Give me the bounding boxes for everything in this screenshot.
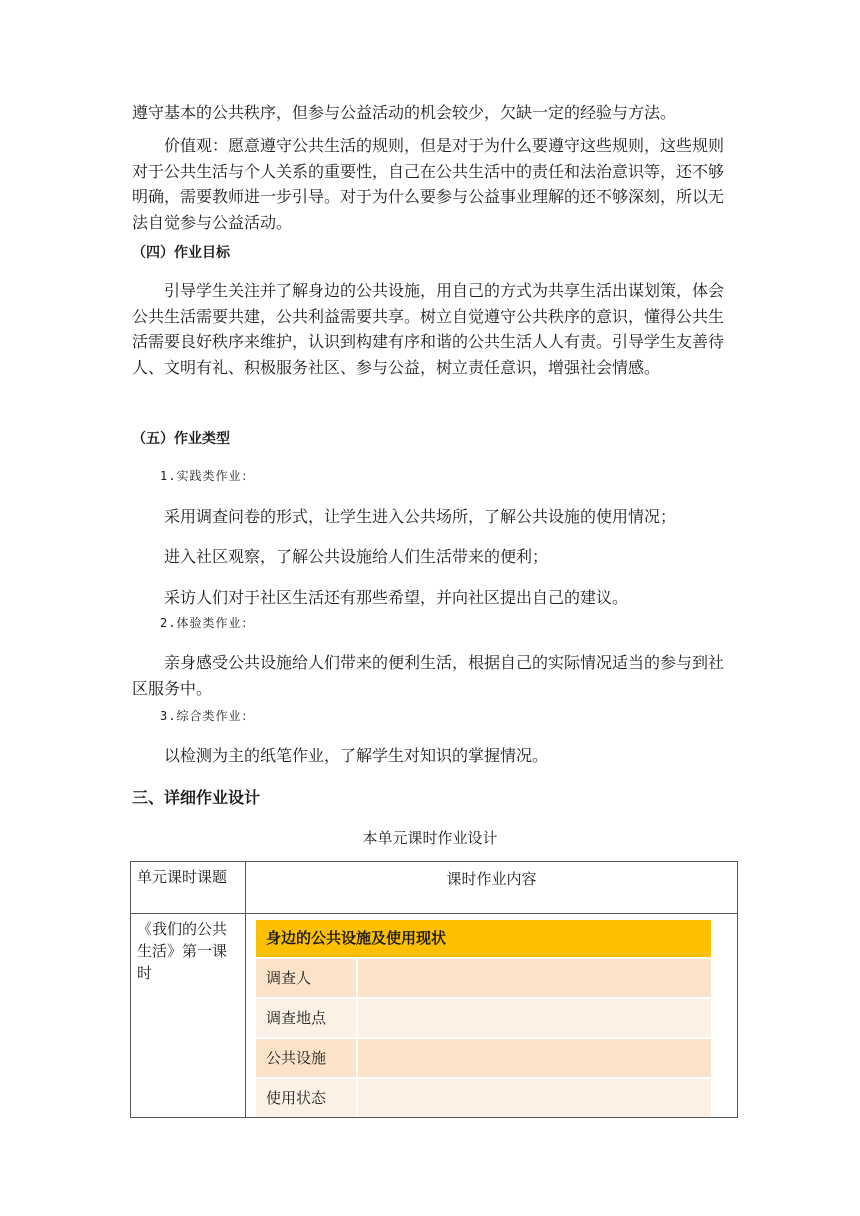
survey-field-value[interactable] (356, 1039, 711, 1077)
heading-section-3: 三、详细作业设计 (132, 788, 261, 807)
paragraph-intro: 遵守基本的公共秩序，但参与公益活动的机会较少，欠缺一定的经验与方法。 (132, 103, 677, 122)
header-lesson-content: 课时作业内容 (246, 862, 738, 914)
survey-row-surveyor (256, 957, 711, 997)
survey-field-label: 调查地点 (256, 999, 356, 1037)
survey-field-value[interactable] (356, 999, 711, 1037)
label-experience: 2.体验类作业： (160, 616, 255, 630)
survey-row-facility (256, 1037, 711, 1077)
practice-item-2: 进入社区观察，了解公共设施给人们生活带来的便利； (164, 547, 549, 566)
paragraph-comprehensive: 以检测为主的纸笔作业，了解学生对知识的掌握情况。 (164, 746, 549, 765)
cell-lesson-title: 《我们的公共生活》第一课时 (131, 914, 246, 1118)
table-row (131, 914, 738, 1118)
survey-row-status (256, 1077, 711, 1117)
survey-field-value[interactable] (356, 1079, 711, 1117)
heading-section-4: （四）作业目标 (132, 245, 230, 261)
survey-field-label: 调查人 (256, 959, 356, 997)
practice-item-3: 采访人们对于社区生活还有那些希望，并向社区提出自己的建议。 (164, 588, 629, 607)
cell-lesson-content (246, 914, 738, 1118)
label-practice: 1.实践类作业： (160, 469, 255, 483)
paragraph-goals: 引导学生关注并了解身边的公共设施，用自己的方式为共享生活出谋划策，体会公共生活需要共建，公共利益需要共享。树立自觉遵守公共秩序的意识，懂得公共生活需要良好秩序来维护，认识到构建有序和谐的公共生活人人有责。引导学生友善待人、文明有礼、积极服务社区、参与公益，树立责任意识，增强社会情感。 (132, 281, 725, 377)
table-caption: 本单元课时作业设计 (362, 829, 498, 847)
header-unit-lesson: 单元课时课题 (131, 862, 246, 914)
homework-design-table (130, 861, 738, 1118)
table-header-row (131, 862, 738, 914)
survey-row-location (256, 997, 711, 1037)
survey-form (256, 920, 711, 1117)
survey-field-value[interactable] (356, 959, 711, 997)
heading-section-5: （五）作业类型 (132, 431, 230, 447)
label-comprehensive: 3.综合类作业： (160, 709, 255, 723)
paragraph-experience: 亲身感受公共设施给人们带来的便利生活，根据自己的实际情况适当的参与到社区服务中。 (132, 653, 725, 698)
practice-item-1: 采用调查问卷的形式，让学生进入公共场所，了解公共设施的使用情况； (164, 507, 677, 526)
survey-field-label: 使用状态 (256, 1079, 356, 1117)
survey-field-label: 公共设施 (256, 1039, 356, 1077)
survey-title: 身边的公共设施及使用现状 (256, 920, 711, 957)
paragraph-values: 价值观：愿意遵守公共生活的规则，但是对于为什么要遵守这些规则，这些规则对于公共生活与个人关系的重要性，自己在公共生活中的责任和法治意识等，还不够明确，需要教师进一步引导。对于为什么要参与公益事业理解的还不够深刻，所以无法自觉参与公益活动。 (132, 136, 725, 232)
